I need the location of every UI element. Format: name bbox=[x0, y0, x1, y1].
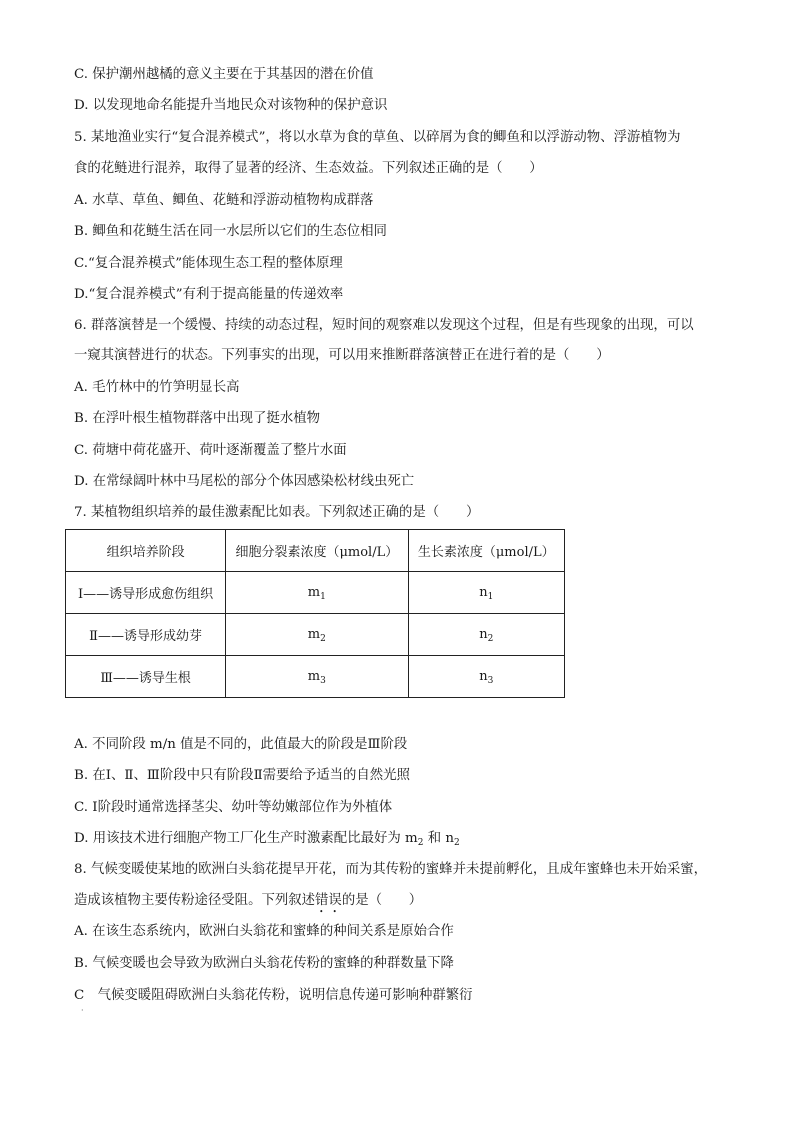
option-a-q6: A. 毛竹林中的竹笋明显长高 bbox=[74, 380, 240, 395]
option-c-q4: C. 保护潮州越橘的意义主要在于其基因的潜在价值 bbox=[74, 67, 374, 82]
table-cell-stage: Ⅰ——诱导形成愈伤组织 bbox=[66, 572, 226, 614]
table-row bbox=[66, 614, 565, 656]
hormone-ratio-table bbox=[65, 529, 565, 698]
emphasized-word: 错误 bbox=[315, 893, 342, 908]
table-header-stage: 组织培养阶段 bbox=[66, 530, 226, 572]
table-cell-stage: Ⅲ——诱导生根 bbox=[66, 656, 226, 698]
option-c-q8: C 气候变暖阻碍欧洲白头翁花传粉，说明信息传递可影响种群繁衍 bbox=[74, 988, 473, 1003]
option-a-q7: A. 不同阶段 m/n 值是不同的，此值最大的阶段是Ⅲ阶段 bbox=[74, 737, 408, 752]
stray-mark: · bbox=[81, 1006, 84, 1015]
table-cell-cytokinin: $m_1$ bbox=[226, 572, 408, 614]
question-6-stem: 6. 群落演替是一个缓慢、持续的动态过程，短时间的观察难以发现这个过程，但是有些现象的出现，可以 bbox=[74, 318, 694, 333]
option-a-q8: A. 在该生态系统内，欧洲白头翁花和蜜蜂的种间关系是原始合作 bbox=[74, 924, 454, 939]
option-b-q8: B. 气候变暖也会导致为欧洲白头翁花传粉的蜜蜂的种群数量下降 bbox=[74, 956, 454, 971]
question-5-stem: 5. 某地渔业实行“复合混养模式”，将以水草为食的草鱼、以碎屑为食的鲫鱼和以浮游动物、浮游植物为 bbox=[74, 130, 681, 145]
table-cell-auxin: $n_3$ bbox=[408, 656, 565, 698]
option-d-q7: D. 用该技术进行细胞产物工厂化生产时激素配比最好为 $m_2$ 和 $n_2$ bbox=[74, 831, 460, 848]
table-row bbox=[66, 656, 565, 698]
option-b-q7: B. 在Ⅰ、Ⅱ、Ⅲ阶段中只有阶段Ⅱ需要给予适当的自然光照 bbox=[74, 768, 410, 783]
option-b-q6: B. 在浮叶根生植物群落中出现了挺水植物 bbox=[74, 411, 320, 426]
option-d-q6: D. 在常绿阔叶林中马尾松的部分个体因感染松材线虫死亡 bbox=[74, 474, 415, 489]
question-7-stem: 7. 某植物组织培养的最佳激素配比如表。下列叙述正确的是（ ） bbox=[74, 505, 480, 520]
table-header-auxin: 生长素浓度（μmol/L） bbox=[408, 530, 565, 572]
table-row bbox=[66, 572, 565, 614]
table-cell-auxin: $n_2$ bbox=[408, 614, 565, 656]
table-cell-stage: Ⅱ——诱导形成幼芽 bbox=[66, 614, 226, 656]
option-a-q5: A. 水草、草鱼、鲫鱼、花鲢和浮游动植物构成群落 bbox=[74, 193, 374, 208]
option-d-q5: D.“复合混养模式”有利于提高能量的传递效率 bbox=[74, 287, 344, 302]
table-header-cytokinin: 细胞分裂素浓度（μmol/L） bbox=[226, 530, 408, 572]
table-cell-cytokinin: $m_2$ bbox=[226, 614, 408, 656]
question-8-stem: 8. 气候变暖使某地的欧洲白头翁花提早开花，而为其传粉的蜜蜂并未提前孵化，且成年蜜蜂也未开始采蜜， bbox=[74, 862, 707, 877]
option-c-q6: C. 荷塘中荷花盛开、荷叶逐渐覆盖了整片水面 bbox=[74, 443, 347, 458]
option-d-q4: D. 以发现地命名能提升当地民众对该物种的保护意识 bbox=[74, 98, 388, 113]
question-6-stem-cont: 一窥其演替进行的状态。下列事实的出现，可以用来推断群落演替正在进行着的是（ ） bbox=[74, 348, 610, 363]
table-cell-auxin: $n_1$ bbox=[408, 572, 565, 614]
table-header-row bbox=[66, 530, 565, 572]
option-b-q5: B. 鲫鱼和花鲢生活在同一水层所以它们的生态位相同 bbox=[74, 224, 387, 239]
option-c-q7: C. Ⅰ阶段时通常选择茎尖、幼叶等幼嫩部位作为外植体 bbox=[74, 800, 393, 815]
question-8-stem-cont: 造成该植物主要传粉途径受阻。下列叙述错误的是（ ） bbox=[74, 893, 423, 908]
table-cell-cytokinin: $m_3$ bbox=[226, 656, 408, 698]
question-5-stem-cont: 食的花鲢进行混养，取得了显著的经济、生态效益。下列叙述正确的是（ ） bbox=[74, 161, 543, 176]
option-c-q5: C.“复合混养模式”能体现生态工程的整体原理 bbox=[74, 256, 343, 271]
